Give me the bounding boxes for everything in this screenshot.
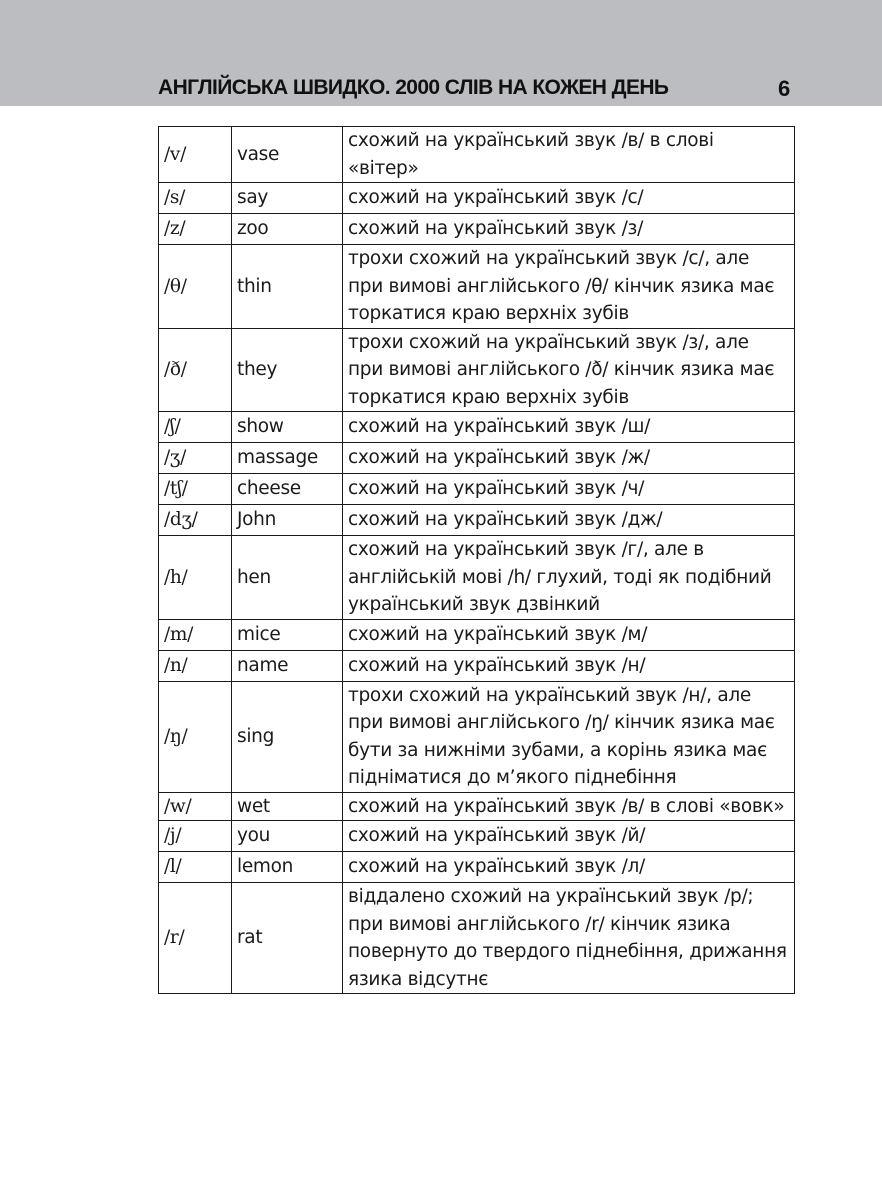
phoneme-description: трохи схожий на український звук /с/, але при вимові англійського /θ/ кінчик язика має торкатися краю верхніх зубів — [343, 245, 795, 329]
phoneme-description: схожий на український звук /н/ — [343, 650, 795, 681]
example-word: vase — [232, 127, 343, 183]
table-row — [159, 412, 795, 443]
phoneme-description: схожий на український звук /дж/ — [343, 505, 795, 536]
example-word: wet — [232, 792, 343, 821]
example-word: John — [232, 505, 343, 536]
example-word: sing — [232, 681, 343, 792]
example-word: show — [232, 412, 343, 443]
phoneme-symbol: /θ/ — [159, 245, 232, 329]
example-word: cheese — [232, 474, 343, 505]
table-row — [159, 505, 795, 536]
phoneme-symbol: /ŋ/ — [159, 681, 232, 792]
table-row — [159, 883, 795, 994]
phoneme-symbol: /n/ — [159, 650, 232, 681]
phoneme-symbol: /w/ — [159, 792, 232, 821]
phoneme-description: трохи схожий на український звук /н/, але при вимові англійського /ŋ/ кінчик язика має бути за нижніми зубами, а корінь язика має підніматися до м’якого піднебіння — [343, 681, 795, 792]
phoneme-description: віддалено схожий на український звук /р/; при вимові англійського /r/ кінчик язика повернуто до твердого піднебіння, дрижання язика відсутнє — [343, 883, 795, 994]
phoneme-symbol: /z/ — [159, 214, 232, 245]
table-row — [159, 127, 795, 183]
phoneme-description: схожий на український звук /с/ — [343, 183, 795, 214]
example-word: zoo — [232, 214, 343, 245]
table-row — [159, 474, 795, 505]
table-row — [159, 328, 795, 412]
phoneme-symbol: /l/ — [159, 852, 232, 883]
phoneme-description: схожий на український звук /в/ в слові «вовк» — [343, 792, 795, 821]
table-row — [159, 821, 795, 852]
phoneme-symbol: /s/ — [159, 183, 232, 214]
example-word: you — [232, 821, 343, 852]
phoneme-description: схожий на український звук /ч/ — [343, 474, 795, 505]
example-word: they — [232, 328, 343, 412]
example-word: say — [232, 183, 343, 214]
table-row — [159, 214, 795, 245]
phoneme-symbol: /ʃ/ — [159, 412, 232, 443]
phoneme-description: схожий на український звук /ш/ — [343, 412, 795, 443]
page-header — [0, 0, 882, 106]
example-word: rat — [232, 883, 343, 994]
table-row — [159, 792, 795, 821]
table-row — [159, 650, 795, 681]
phoneme-description: схожий на український звук /з/ — [343, 214, 795, 245]
example-word: thin — [232, 245, 343, 329]
example-word: lemon — [232, 852, 343, 883]
phoneme-symbol: /tʃ/ — [159, 474, 232, 505]
phoneme-symbol: /ʒ/ — [159, 443, 232, 474]
example-word: mice — [232, 619, 343, 650]
page-number: 6 — [778, 76, 791, 101]
phoneme-symbol: /h/ — [159, 536, 232, 620]
phoneme-symbol: /dʒ/ — [159, 505, 232, 536]
phoneme-symbol: /r/ — [159, 883, 232, 994]
table-row — [159, 183, 795, 214]
phoneme-table — [158, 126, 795, 994]
table-row — [159, 443, 795, 474]
phoneme-description: схожий на український звук /ж/ — [343, 443, 795, 474]
table-row — [159, 681, 795, 792]
phoneme-description: схожий на український звук /м/ — [343, 619, 795, 650]
table-row — [159, 245, 795, 329]
phoneme-symbol: /j/ — [159, 821, 232, 852]
example-word: massage — [232, 443, 343, 474]
example-word: hen — [232, 536, 343, 620]
table-row — [159, 852, 795, 883]
book-title: АНГЛІЙСЬКА ШВИДКО. 2000 СЛІВ НА КОЖЕН ДЕНЬ — [158, 76, 669, 99]
table-row — [159, 619, 795, 650]
phoneme-symbol: /ð/ — [159, 328, 232, 412]
phoneme-description: схожий на український звук /г/, але в англійській мові /h/ глухий, тоді як подібний український звук дзвінкий — [343, 536, 795, 620]
phoneme-description: схожий на український звук /й/ — [343, 821, 795, 852]
phoneme-description: трохи схожий на український звук /з/, але при вимові англійського /ð/ кінчик язика має торкатися краю верхніх зубів — [343, 328, 795, 412]
phoneme-description: схожий на український звук /л/ — [343, 852, 795, 883]
phoneme-symbol: /v/ — [159, 127, 232, 183]
table-row — [159, 536, 795, 620]
example-word: name — [232, 650, 343, 681]
phoneme-description: схожий на український звук /в/ в слові «вітер» — [343, 127, 795, 183]
phoneme-symbol: /m/ — [159, 619, 232, 650]
